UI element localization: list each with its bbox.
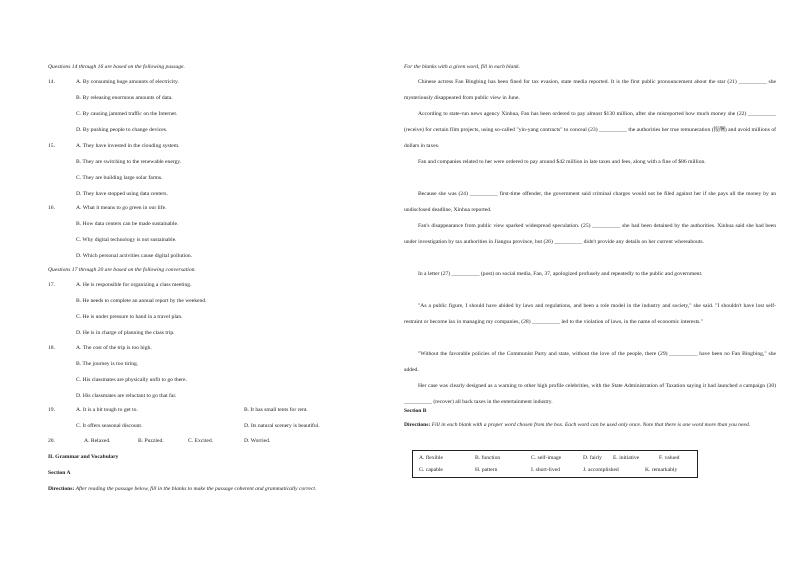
word-option: I. short-lived	[531, 467, 560, 473]
option[interactable]: A. By consuming huge amounts of electricity.	[76, 79, 179, 85]
option[interactable]: D. He is in charge of planning the class trip.	[76, 330, 175, 336]
passage-paragraph: "Without the favorable policies of the Communist Party and state, without the love of the people, there (29) __________ have been no Fan Bingbing," she added.	[404, 351, 776, 373]
option[interactable]: C. They are building large solar farms.	[76, 175, 163, 181]
word-option: H. pattern	[475, 467, 498, 473]
passage-paragraph: Chinese actress Fan Bingbing has been fined for tax evasion, state media reported. It is the first public pronouncement about the star (21) __________ she mysteriously disappeared from public view in June.	[404, 79, 776, 101]
question-number: 20.	[48, 438, 55, 444]
word-option: K. remarkably	[645, 467, 678, 473]
section-a-heading: Section A	[48, 470, 71, 476]
option[interactable]: B. Puzzled.	[138, 438, 164, 444]
word-box	[412, 450, 698, 478]
question-number: 15.	[48, 143, 55, 149]
question-number: 16.	[48, 205, 55, 211]
question-number: 19.	[48, 407, 55, 413]
section-b-directions	[404, 418, 776, 434]
option[interactable]: B. How data centers can be made sustainable.	[76, 221, 179, 227]
directions-text: After reading the passage below, fill in the blanks to make the passage coherent and grammatically correct.	[74, 486, 317, 492]
passage-paragraph: According to state-run news agency Xinhua, Fan has been ordered to pay almost $130 million, after she misreported how much money she (22) __________ (receive) for certain film projects, using so-called "yin-yang contracts" to conceal (23) __________ the authorities her true remuneration (报酬) and avoid millions of dollars in taxes.	[404, 111, 776, 149]
option[interactable]: D. By pushing people to change devices.	[76, 127, 168, 133]
word-option: F. valued	[659, 455, 680, 461]
section-a-directions	[48, 486, 316, 493]
option[interactable]: C. He is under pressure to hand in a travel plan.	[76, 314, 183, 320]
passage-paragraph: Fan and companies related to her were ordered to pay around $42 million in late taxes and fees, along with a fine of $86 million.	[418, 159, 706, 165]
option[interactable]: D. Its natural scenery is beautiful.	[244, 423, 320, 429]
word-option: B. function	[475, 455, 501, 461]
directions-label: Directions:	[48, 486, 75, 492]
word-option: E. initiative	[613, 455, 640, 461]
option[interactable]: A. They have invested in the clouding system.	[76, 143, 180, 149]
passage-paragraph: Her case was clearly designed as a warning to other high profile celebrities, with the State Administration of Taxation saying it had launched a campaign (30) __________ (recover) all back taxes in the entertainment industry.	[404, 383, 776, 405]
option[interactable]: B. He needs to complete an annual report by the weekend.	[76, 298, 207, 304]
passage-paragraph: In a letter (27) __________ (post) on social media, Fan, 37, apologized profusely and repeatedly to the public and government.	[418, 271, 703, 277]
word-option: G. capable	[419, 467, 443, 473]
questions-14-16-heading: Questions 14 through 16 are based on the following passage.	[48, 64, 185, 70]
option[interactable]: C. Excited.	[188, 438, 214, 444]
question-number: 17.	[48, 282, 55, 288]
option[interactable]: D. They have stopped using data centers.	[76, 191, 168, 197]
option[interactable]: B. By releasing enormous amounts of data.	[76, 95, 173, 101]
option[interactable]: A. What it means to go green in our life.	[76, 205, 167, 211]
section-ii-heading: II. Grammar and Vocabulary	[48, 454, 119, 460]
option[interactable]: C. It offers seasonal discount.	[76, 423, 143, 429]
option[interactable]: A. He is responsible for organizing a class meeting.	[76, 282, 192, 288]
option[interactable]: B. It has small tents for rent.	[244, 407, 308, 413]
option[interactable]: D. Which personal activities cause digital pollution.	[76, 253, 193, 259]
passage-paragraph: Fan's disappearance from public view sparked widespread speculation. (25) __________ she had been detained by the authorities. Xinhua said she had been under investigation by tax authorities in Jiangsu province, but (26) __________ didn't provide any details on her current whereabouts.	[404, 223, 776, 245]
option[interactable]: D. Worried.	[244, 438, 271, 444]
option[interactable]: C. His classmates are physically unfit to go there.	[76, 377, 187, 383]
word-option: J. accomplished	[583, 467, 619, 473]
option[interactable]: B. They are switching to the renewable energy.	[76, 159, 182, 165]
section-b-heading: Section B	[404, 408, 427, 414]
question-number: 18.	[48, 345, 55, 351]
question-number: 14.	[48, 79, 55, 85]
word-option: D. fairly	[583, 455, 602, 461]
questions-17-20-heading: Questions 17 through 20 are based on the following conversation.	[48, 267, 196, 273]
word-option: A. flexible	[419, 455, 443, 461]
directions-text: Fill in each blank with a proper word chosen from the box. Each word can be used only once. Note that there is one word more than you need.	[430, 422, 751, 428]
option[interactable]: A. Relaxed.	[84, 438, 111, 444]
option[interactable]: C. Why digital technology is not sustainable.	[76, 237, 177, 243]
option[interactable]: D. His classmates are reluctant to go that far.	[76, 393, 177, 399]
word-option: C. self-image	[531, 455, 562, 461]
option[interactable]: C. By causing jammed traffic on the Internet.	[76, 111, 178, 117]
option[interactable]: B. The journey is too tiring.	[76, 361, 139, 367]
blank-instruction: For the blanks with a given word, fill in each blank.	[404, 64, 521, 70]
directions-label: Directions:	[404, 422, 431, 428]
option[interactable]: A. The cost of the trip is too high.	[76, 345, 152, 351]
passage-paragraph: Because she was (24) __________ first-time offender, the government said criminal charges would not be filed against her if she pays all the money by an undisclosed deadline, Xinhua reported.	[404, 191, 776, 213]
passage-paragraph: "As a public figure, I should have abided by laws and regulations, and been a role model in the industry and society," she said. "I shouldn't have lost self-restraint or become lax in managing my companies, (28) __________ led to the violation of laws, in the name of economic interests."	[404, 303, 776, 325]
option[interactable]: A. It is a bit tough to get to.	[76, 407, 138, 413]
